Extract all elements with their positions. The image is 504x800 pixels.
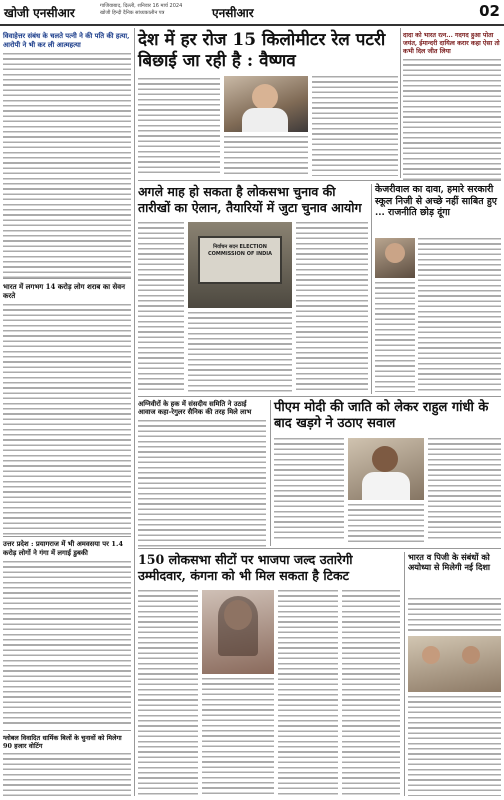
left-mid-story: [3, 278, 131, 536]
page-number: 02: [479, 2, 500, 20]
india-fiji-story: [408, 552, 501, 572]
lead-body-col1: [138, 78, 220, 176]
paper-name: खोजी एनसीआर: [4, 6, 75, 20]
story-body: [3, 561, 131, 727]
face-shape: [385, 243, 405, 263]
bjp-body-col2: [202, 678, 274, 796]
bjp-story: [138, 552, 400, 583]
section-title: एनसीआर: [212, 6, 254, 20]
story-headline: अग्निवीरों के हक में संसदीय समिति ने उठाई आवाज कहा-रेगुलर सैनिक की तरह मिले लाभ: [138, 400, 252, 417]
face-shape: [252, 84, 278, 110]
column-divider: [400, 28, 401, 178]
modi-body-col2: [348, 504, 424, 542]
story-headline: भारत में लगभग 14 करोड़ लोग शराब का सेवन करते: [3, 282, 125, 300]
column-divider: [404, 552, 405, 796]
column-divider: [371, 184, 372, 394]
bjp-body-col4: [342, 590, 400, 796]
bjp-body-col1: [138, 590, 198, 796]
left-low-story: [3, 536, 131, 727]
column-divider: [134, 28, 135, 796]
fiji-photo: [408, 636, 501, 692]
kejriwal-photo: [375, 238, 415, 278]
modi-story: [274, 400, 501, 432]
divider: [3, 730, 131, 731]
masthead: [0, 0, 504, 26]
shirt-shape: [242, 108, 288, 132]
story-headline: पीएम मोदी की जाति को लेकर राहुल गांधी के बाद खड़गे ने उठाए सवाल: [274, 400, 489, 431]
kejriwal-body: [418, 238, 501, 392]
story-headline: उत्तर प्रदेश : प्रयागराज में भी अमवसया पर 1.4 करोड़ लोगों ने गंगा में लगाई डुबकी: [3, 540, 124, 557]
bjp-body-col3: [278, 590, 338, 796]
story-headline: केजरीवाल का दावा, हमारे सरकारी स्कूल निजी से अच्छे नहीं साबित हुए ... राजनीति छोड़ दूंगा: [375, 184, 497, 219]
story-body: [3, 53, 131, 279]
modi-body-col3: [428, 438, 501, 542]
story-headline: भारत व पिजी के संबंधों को अयोध्या से मिलेगी नई दिशा: [408, 552, 491, 573]
story-headline: विवाहेत्तर संबंध के चलते पत्नी ने की पति की हत्या, आरोपी ने भी कर ली आत्महत्या: [3, 32, 130, 49]
kejriwal-body-2: [375, 282, 415, 392]
left-top-story: [3, 32, 131, 279]
section-divider: [138, 180, 501, 181]
lead-story: [138, 30, 398, 72]
vaishnav-photo: [224, 76, 308, 132]
section-divider: [138, 396, 501, 397]
modi-body-col1: [274, 438, 344, 542]
column-divider: [270, 400, 271, 546]
left-bottom-story: [3, 730, 131, 797]
election-body-col3: [296, 222, 368, 392]
face-shape: [372, 446, 398, 472]
election-body-col1: [138, 222, 184, 392]
kejriwal-story: [375, 184, 501, 219]
tagline-text: खोजी हिन्दी दैनिक सांध्यकालीन पत्र: [100, 10, 165, 16]
agniveer-story: [138, 400, 266, 548]
story-headline: 150 लोकसभा सीटों पर भाजपा जल्द उतारेगी उम्मीदवार, कंगना को भी मिल सकता है टिकट: [138, 552, 353, 583]
right-top-story: [403, 32, 501, 183]
hair-shape: [218, 596, 258, 656]
story-body: [403, 59, 501, 183]
date-text: गाजियाबाद, दिल्ली, शनिवार 16 मार्च 2024: [100, 3, 183, 9]
signboard-text: निर्वाचन सदन ELECTION COMMISSION OF INDIA: [207, 244, 273, 257]
story-body: [138, 420, 266, 548]
story-headline: ग्लोबल विवादित धार्मिक बिलों के चुनावों को मिलेगा 90 हजार वोटिंग: [3, 734, 122, 750]
story-headline: दादा को भारत रत्न... गदगद हुआ पोता जयंत, ईमान्दरी दायित्व करार कहा ऐसा तो कभी दिल जीत लिया: [403, 32, 500, 55]
section-divider: [138, 548, 501, 549]
shirt-shape: [362, 472, 410, 500]
divider: [3, 278, 131, 279]
story-body: [3, 753, 131, 797]
election-commission-photo: [188, 222, 292, 308]
fiji-body-2: [408, 696, 501, 796]
kharge-photo: [348, 438, 424, 500]
fiji-body-1: [408, 598, 501, 632]
election-body-col2: [188, 312, 292, 392]
story-body: [3, 304, 131, 536]
face-shape: [422, 646, 440, 664]
kangana-photo: [202, 590, 274, 674]
divider: [3, 536, 131, 537]
lead-headline: देश में हर रोज 15 किलोमीटर रेल पटरी बिछाई जा रही है : वैष्णव: [138, 30, 386, 71]
face-shape: [462, 646, 480, 664]
story-headline: अगले माह हो सकता है लोकसभा चुनाव की तारीखों का ऐलान, तैयारियों में जुटा चुनाव आयोग: [138, 184, 362, 215]
lead-body-col3: [312, 76, 398, 176]
election-story: [138, 184, 368, 215]
lead-body-col2: [224, 136, 308, 176]
